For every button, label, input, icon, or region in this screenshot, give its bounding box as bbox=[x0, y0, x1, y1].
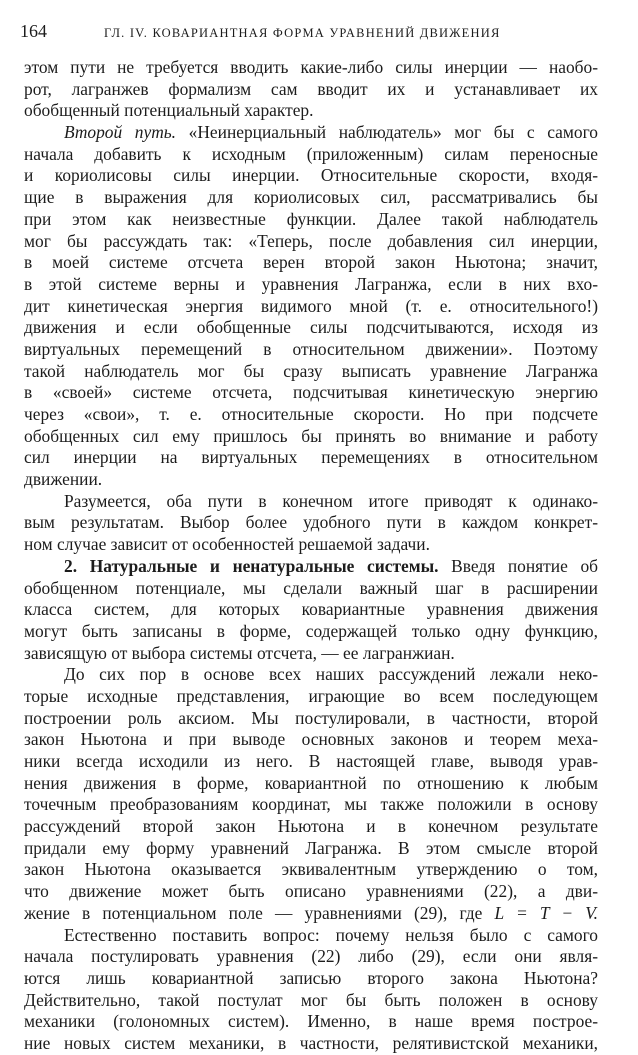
text-line: вым результатам. Выбор более удобного пути в каждом конкрет- bbox=[24, 512, 598, 533]
text-line: в «своей» системе отсчета, подсчитывая кинетическую энергию bbox=[24, 382, 598, 403]
text-line: движении. bbox=[24, 469, 103, 490]
text-line: торые исходные представления, играющие во всем последующем bbox=[24, 685, 598, 706]
text-line: в этой системе верны и уравнения Лагранжа, если в них вхо- bbox=[24, 273, 598, 294]
text-line: в моей системе отсчета верен второй закон Ньютона; значит, bbox=[24, 252, 598, 273]
paragraph-lead: Второй путь. bbox=[64, 122, 177, 143]
text-line: мог бы рассуждать так: «Теперь, после добавления сил инерции, bbox=[24, 230, 598, 251]
text-line: придали ему форму уравнений Лагранжа. В этом смысле второй bbox=[24, 837, 598, 858]
text-line: дит кинетическая энергия видимого мной (т. е. относительного!) bbox=[24, 295, 598, 316]
text-line: щие в выражения для кориолисовых сил, рассматривались бы bbox=[24, 187, 598, 208]
text-line: зависящую от выбора системы отсчета, — ее лагранжиан. bbox=[24, 642, 455, 663]
page-header bbox=[20, 20, 620, 44]
text-fragment: «Неинерциальный наблюдатель» мог бы с самого bbox=[188, 122, 598, 143]
text-line: обобщенных сил ему пришлось бы принять во внимание и работу bbox=[24, 425, 598, 446]
text-line: класса систем, для которых ковариантные уравнения движения bbox=[24, 599, 598, 620]
text-line: этом пути не требуется вводить какие-либо силы инерции — наобо- bbox=[24, 57, 598, 77]
text-line: механики (голономных систем). Именно, в наше время построе- bbox=[24, 1011, 598, 1032]
text-line: при этом как неизвестные функции. Далее такой наблюдатель bbox=[24, 208, 598, 229]
page-number: 164 bbox=[20, 21, 47, 41]
text-line: Разумеется, оба пути в конечном итоге приводят к одинако- bbox=[64, 490, 598, 511]
text-line bbox=[24, 903, 598, 925]
text-line: сил инерции на виртуальных перемещениях в относительном bbox=[24, 447, 598, 468]
text-line: ники всегда исходили из него. В настоящей главе, выводя урав- bbox=[24, 751, 598, 771]
text-line: ном случае зависит от особенностей решаемой задачи. bbox=[24, 534, 430, 555]
text-line: ются лишь ковариантной записью второго закона Ньютона? bbox=[24, 967, 598, 988]
text-line: через «свои», т. е. относительные скорости. Но при подсчете bbox=[24, 404, 598, 424]
text-line: обобщенном потенциале, мы сделали важный шаг в расширении bbox=[24, 577, 598, 598]
text-line: виртуальных перемещений в относительном движении». Поэтому bbox=[24, 338, 598, 359]
text-line: могут быть записаны в форме, содержащей только одну функцию, bbox=[24, 620, 598, 641]
text-line: рассуждений второй закон Ньютона и в конечном результате bbox=[24, 816, 598, 837]
text-line: нения движения в форме, ковариантной по отношению к любым bbox=[24, 772, 598, 793]
formula: L = T − V. bbox=[494, 902, 598, 923]
section-heading: 2. Натуральные и ненатуральные системы. bbox=[64, 555, 439, 576]
text-line: и кориолисовы силы инерции. Относительные скорости, входя- bbox=[24, 165, 598, 186]
text-line: построении роль аксиом. Мы постулировали, в частности, второй bbox=[24, 707, 598, 728]
text-line: До сих пор в основе всех наших рассуждений лежали неко- bbox=[64, 664, 598, 685]
text-line: что движение может быть описано уравнениями (22), а дви- bbox=[24, 881, 598, 902]
text-line bbox=[24, 122, 598, 144]
text-fragment: Введя понятие об bbox=[451, 555, 598, 576]
text-line: Естественно поставить вопрос: почему нельзя было с самого bbox=[64, 924, 598, 945]
text-line: начала постулировать уравнения (22) либо (29), если они явля- bbox=[24, 946, 598, 967]
text-line: закон Ньютона и при выводе основных законов и теорем меха- bbox=[24, 729, 598, 750]
page-body bbox=[24, 57, 598, 1055]
text-line: Действительно, такой постулат мог бы быть положен в основу bbox=[24, 989, 598, 1010]
text-line: такой наблюдатель мог бы сразу выписать уравнение Лагранжа bbox=[24, 360, 598, 381]
text-line: начала добавить к исходным (приложенным) силам переносные bbox=[24, 143, 598, 164]
text-line: закон Ньютона оказывается эквивалентным утверждению о том, bbox=[24, 859, 598, 880]
text-line: точечным преобразованиям координат, мы также положили в основу bbox=[24, 794, 598, 815]
text-fragment: жение в потенциальном поле — уравнениями (29), где bbox=[24, 902, 483, 923]
text-line bbox=[24, 556, 598, 578]
running-title: ГЛ. IV. КОВАРИАНТНАЯ ФОРМА УРАВНЕНИЙ ДВИЖЕНИЯ bbox=[104, 26, 501, 40]
text-line: обобщенный потенциальный характер. bbox=[24, 100, 314, 121]
text-line: движения и если обобщенные силы подсчитываются, исходя из bbox=[24, 317, 598, 338]
text-line: ние новых систем механики, в частности, релятивистской механики, bbox=[24, 1032, 598, 1053]
text-line: рот, лагранжев формализм сам вводит их и устанавливает их bbox=[24, 78, 598, 99]
